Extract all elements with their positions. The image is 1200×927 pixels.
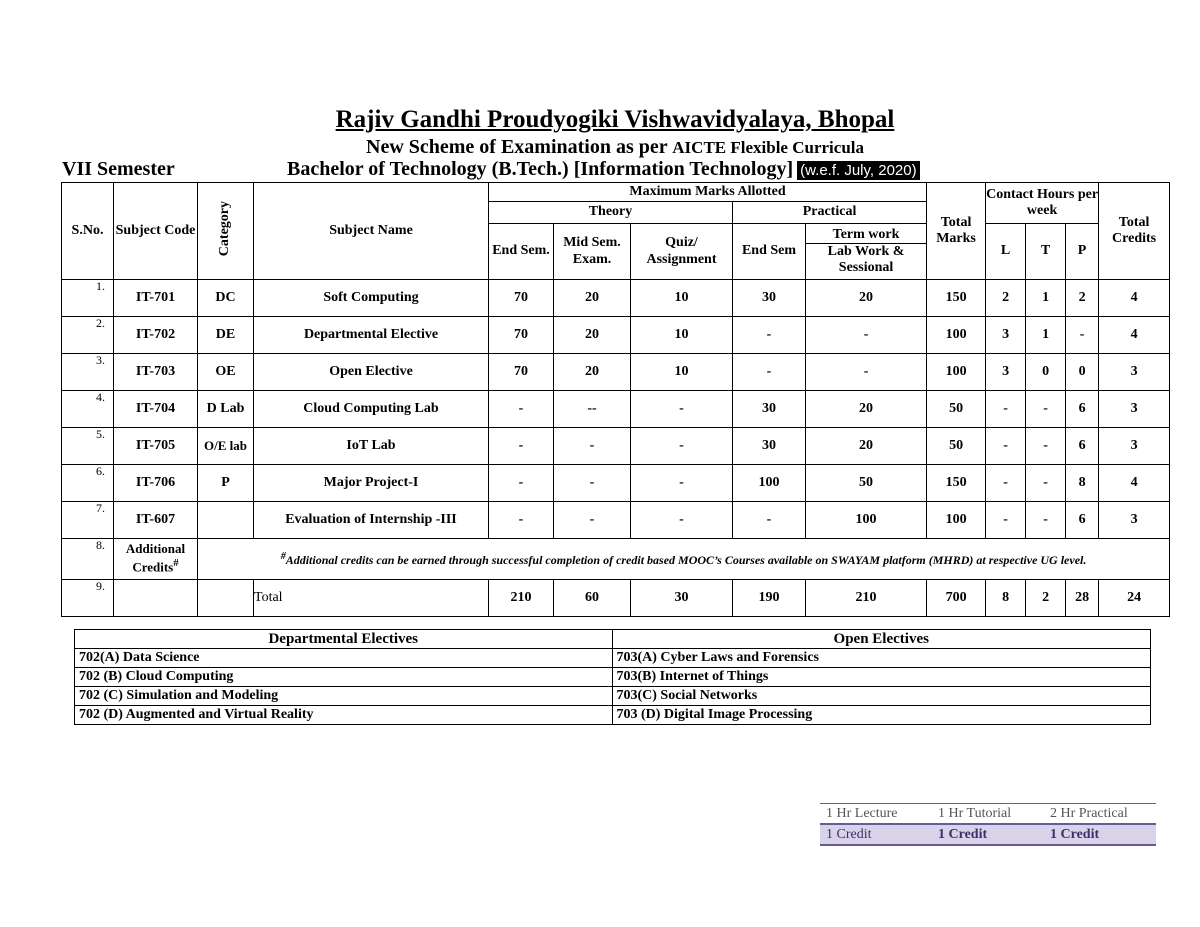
cell-credits: 4: [1099, 317, 1170, 354]
cell-practical-end: -: [733, 317, 806, 354]
cell-sno: 5.: [62, 428, 114, 465]
cell-quiz: -: [631, 502, 733, 539]
cell-t: 1: [1026, 317, 1066, 354]
total-row: [62, 580, 1170, 617]
degree-title: [287, 158, 920, 181]
dept-electives-header: Departmental Electives: [75, 630, 613, 649]
cell-mid-sem: 20: [554, 354, 631, 391]
lab-work-label: Lab Work & Sessional: [827, 243, 905, 276]
cell-total-marks: 100: [927, 502, 986, 539]
dept-elective: 702 (D) Augmented and Virtual Reality: [75, 706, 613, 725]
cell-credits: 3: [1099, 354, 1170, 391]
term-work-label: Term work: [806, 227, 926, 244]
legend-practical: 2 Hr Practical: [1050, 805, 1128, 821]
cell-p: 0: [1066, 354, 1099, 391]
cell-name: Departmental Elective: [254, 317, 489, 354]
electives-table: [74, 629, 1151, 725]
cell-category: P: [198, 465, 254, 502]
cell-p: 6: [1066, 428, 1099, 465]
col-end-sem: End Sem.: [489, 224, 554, 280]
degree-label: Bachelor of Technology (B.Tech.) [Information Technology]: [287, 158, 794, 180]
table-row: [62, 428, 1170, 465]
col-p: P: [1066, 224, 1099, 280]
cell-end-sem: -: [489, 465, 554, 502]
cell-quiz: 10: [631, 317, 733, 354]
cell-mid-sem: 20: [554, 280, 631, 317]
cell-category: [198, 580, 254, 617]
cell-total-marks: 50: [927, 391, 986, 428]
cell-t: -: [1026, 465, 1066, 502]
elective-row: [75, 706, 1151, 725]
cell-quiz: 30: [631, 580, 733, 617]
cell-sno: 2.: [62, 317, 114, 354]
cell-l: 8: [986, 580, 1026, 617]
total-label: Total: [254, 580, 489, 617]
additional-credits-row: [62, 539, 1170, 580]
cell-mid-sem: 20: [554, 317, 631, 354]
credit-legend-credits: [820, 823, 1156, 846]
wef-badge: (w.e.f. July, 2020): [797, 161, 919, 180]
elective-row: [75, 668, 1151, 687]
cell-credits: 24: [1099, 580, 1170, 617]
cell-credits: 3: [1099, 502, 1170, 539]
cell-mid-sem: 60: [554, 580, 631, 617]
cell-credits: 3: [1099, 428, 1170, 465]
cell-t: -: [1026, 391, 1066, 428]
cell-lab-work: 50: [806, 465, 927, 502]
cell-credits: 3: [1099, 391, 1170, 428]
cell-l: -: [986, 428, 1026, 465]
cell-code: IT-701: [114, 280, 198, 317]
cell-practical-end: 30: [733, 391, 806, 428]
cell-practical-end: -: [733, 502, 806, 539]
cell-quiz: 10: [631, 280, 733, 317]
cell-end-sem: -: [489, 428, 554, 465]
col-term-work: [806, 224, 927, 280]
cell-quiz: -: [631, 391, 733, 428]
cell-l: -: [986, 502, 1026, 539]
cell-code: IT-607: [114, 502, 198, 539]
additional-text: [198, 539, 1170, 580]
table-row: [62, 391, 1170, 428]
open-elective: 703 (D) Digital Image Processing: [612, 706, 1151, 725]
cell-t: -: [1026, 502, 1066, 539]
cell-quiz: 10: [631, 354, 733, 391]
cell-category: OE: [198, 354, 254, 391]
cell-lab-work: 20: [806, 280, 927, 317]
cell-p: -: [1066, 317, 1099, 354]
dept-elective: 702 (B) Cloud Computing: [75, 668, 613, 687]
additional-label: [114, 539, 198, 580]
cell-end-sem: -: [489, 502, 554, 539]
open-electives-header: Open Electives: [612, 630, 1151, 649]
cell-total-marks: 50: [927, 428, 986, 465]
col-t: T: [1026, 224, 1066, 280]
theory-header: Theory: [489, 202, 733, 224]
cell-lab-work: 100: [806, 502, 927, 539]
cell-name: Cloud Computing Lab: [254, 391, 489, 428]
open-elective: 703(B) Internet of Things: [612, 668, 1151, 687]
cell-sno: 4.: [62, 391, 114, 428]
legend-credit-3: 1 Credit: [1050, 826, 1100, 842]
cell-l: -: [986, 465, 1026, 502]
cell-practical-end: 30: [733, 428, 806, 465]
legend-credit-2: 1 Credit: [938, 826, 988, 842]
cell-p: 8: [1066, 465, 1099, 502]
cell-mid-sem: -: [554, 428, 631, 465]
cell-t: 0: [1026, 354, 1066, 391]
col-total-marks: Total Marks: [927, 183, 986, 280]
cell-l: -: [986, 391, 1026, 428]
credit-legend-hours: [820, 803, 1156, 823]
dept-elective: 702 (C) Simulation and Modeling: [75, 687, 613, 706]
cell-lab-work: -: [806, 354, 927, 391]
col-subject-name: Subject Name: [254, 183, 489, 280]
col-category: [198, 183, 254, 280]
cell-practical-end: 30: [733, 280, 806, 317]
cell-total-marks: 100: [927, 354, 986, 391]
cell-lab-work: 210: [806, 580, 927, 617]
cell-sno: 6.: [62, 465, 114, 502]
elective-row: [75, 649, 1151, 668]
cell-t: 2: [1026, 580, 1066, 617]
cell-practical-end: 190: [733, 580, 806, 617]
cell-name: Soft Computing: [254, 280, 489, 317]
cell-sno: 1.: [62, 280, 114, 317]
cell-credits: 4: [1099, 465, 1170, 502]
cell-l: 2: [986, 280, 1026, 317]
cell-total-marks: 150: [927, 465, 986, 502]
university-title: Rajiv Gandhi Proudyogiki Vishwavidyalaya, Bhopal: [335, 106, 895, 133]
cell-l: 3: [986, 317, 1026, 354]
cell-l: 3: [986, 354, 1026, 391]
cell-t: 1: [1026, 280, 1066, 317]
elective-row: [75, 687, 1151, 706]
cell-lab-work: 20: [806, 428, 927, 465]
cell-code: [114, 580, 198, 617]
table-row: [62, 354, 1170, 391]
scheme-table: [61, 182, 1170, 617]
col-quiz: Quiz/ Assignment: [631, 224, 733, 280]
cell-mid-sem: --: [554, 391, 631, 428]
cell-code: IT-702: [114, 317, 198, 354]
dept-elective: 702(A) Data Science: [75, 649, 613, 668]
legend-lecture: 1 Hr Lecture: [826, 805, 898, 821]
cell-category: D Lab: [198, 391, 254, 428]
scheme-title: [0, 136, 1200, 159]
legend-credit-1: 1 Credit: [826, 826, 872, 842]
cell-sno: 9.: [62, 580, 114, 617]
cell-practical-end: -: [733, 354, 806, 391]
cell-name: Major Project-I: [254, 465, 489, 502]
cell-code: IT-705: [114, 428, 198, 465]
cell-name: Evaluation of Internship -III: [254, 502, 489, 539]
cell-end-sem: 70: [489, 317, 554, 354]
cell-category: DC: [198, 280, 254, 317]
table-row: [62, 280, 1170, 317]
cell-p: 6: [1066, 391, 1099, 428]
cell-category: [198, 502, 254, 539]
cell-p: 6: [1066, 502, 1099, 539]
cell-end-sem: 70: [489, 280, 554, 317]
cell-code: IT-703: [114, 354, 198, 391]
cell-mid-sem: -: [554, 502, 631, 539]
cell-p: 28: [1066, 580, 1099, 617]
cell-code: IT-706: [114, 465, 198, 502]
cell-end-sem: 210: [489, 580, 554, 617]
cell-lab-work: -: [806, 317, 927, 354]
open-elective: 703(C) Social Networks: [612, 687, 1151, 706]
cell-end-sem: 70: [489, 354, 554, 391]
cell-sno: 8.: [62, 539, 114, 580]
practical-header: Practical: [733, 202, 927, 224]
contact-hours-header: Contact Hours per week: [986, 183, 1099, 224]
additional-text-sup: #: [280, 550, 286, 562]
cell-quiz: -: [631, 465, 733, 502]
col-sno: S.No.: [62, 183, 114, 280]
semester-row: [62, 158, 1172, 182]
semester-label: VII Semester: [62, 158, 175, 180]
cell-total-marks: 150: [927, 280, 986, 317]
max-marks-header: Maximum Marks Allotted: [489, 183, 927, 202]
cell-end-sem: -: [489, 391, 554, 428]
table-row: [62, 465, 1170, 502]
cell-code: IT-704: [114, 391, 198, 428]
additional-sup: #: [173, 557, 179, 570]
col-l: L: [986, 224, 1026, 280]
cell-p: 2: [1066, 280, 1099, 317]
cell-total-marks: 100: [927, 317, 986, 354]
cell-credits: 4: [1099, 280, 1170, 317]
col-mid-sem: Mid Sem. Exam.: [554, 224, 631, 280]
cell-quiz: -: [631, 428, 733, 465]
cell-practical-end: 100: [733, 465, 806, 502]
additional-text-body: Additional credits can be earned through successful completion of credit based MOOC’s Courses available on SWAYAM platform (MHRD) at respective UG level.: [285, 552, 1087, 567]
cell-lab-work: 20: [806, 391, 927, 428]
additional-label-text: Additional Credits: [125, 541, 186, 575]
cell-t: -: [1026, 428, 1066, 465]
cell-mid-sem: -: [554, 465, 631, 502]
scheme-prefix: New Scheme of Examination as per: [366, 136, 668, 158]
cell-sno: 7.: [62, 502, 114, 539]
col-subject-code: Subject Code: [114, 183, 198, 280]
open-elective: 703(A) Cyber Laws and Forensics: [612, 649, 1151, 668]
cell-category: DE: [198, 317, 254, 354]
cell-category: O/E lab: [198, 428, 254, 465]
cell-name: Open Elective: [254, 354, 489, 391]
credit-legend: [820, 803, 1156, 846]
cell-name: IoT Lab: [254, 428, 489, 465]
category-label: Category: [217, 200, 233, 257]
col-total-credits: Total Credits: [1099, 183, 1170, 280]
col-practical-end-sem: End Sem: [733, 224, 806, 280]
cell-total-marks: 700: [927, 580, 986, 617]
cell-sno: 3.: [62, 354, 114, 391]
table-row: [62, 317, 1170, 354]
legend-tutorial: 1 Hr Tutorial: [938, 805, 1012, 821]
table-row: [62, 502, 1170, 539]
scheme-suffix: AICTE Flexible Curricula: [672, 138, 864, 157]
